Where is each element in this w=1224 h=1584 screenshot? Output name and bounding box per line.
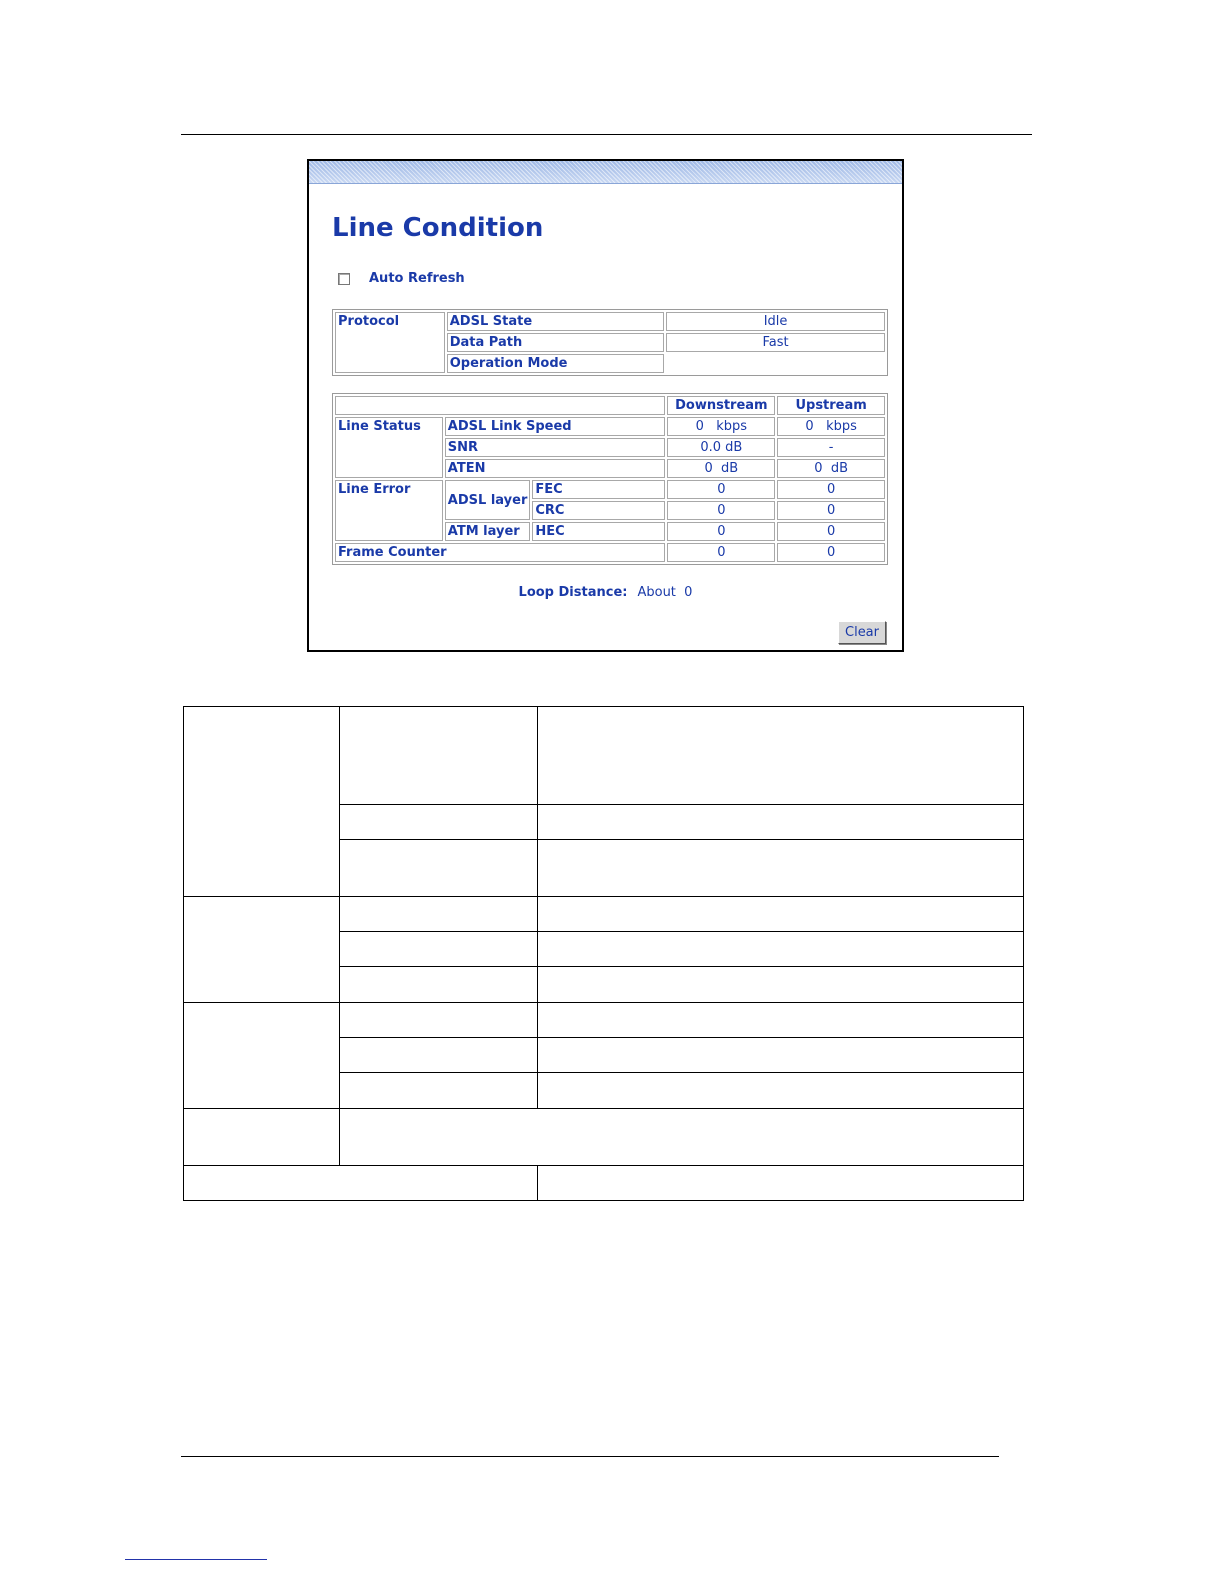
table-cell [538,707,1024,805]
hec-down: 0 [667,522,775,541]
atm-layer-label: ATM layer [445,522,531,541]
line-status-label: Line Status [335,417,443,478]
table-row [335,417,885,436]
table-cell [538,1166,1024,1201]
data-path-value: Fast [666,333,885,352]
fec-label: FEC [532,480,665,499]
table-cell [340,707,538,805]
table-cell [538,840,1024,897]
aten-up: 0 dB [777,459,885,478]
table-row [184,1003,1024,1038]
clear-button[interactable]: Clear [838,621,886,644]
auto-refresh-checkbox[interactable] [338,273,350,285]
footnote-rule [125,1559,267,1560]
auto-refresh-label: Auto Refresh [369,271,465,286]
snr-up: - [777,438,885,457]
operation-mode-label: Operation Mode [447,354,664,373]
table-cell [538,967,1024,1003]
adsl-state-value: Idle [666,312,885,331]
snr-label: SNR [445,438,666,457]
table-cell [538,1073,1024,1109]
frame-counter-label: Frame Counter [335,543,665,562]
table-row [335,480,885,499]
link-speed-down: 0 kbps [667,417,775,436]
adsl-layer-label: ADSL layer [445,480,531,520]
bottom-rule [181,1456,999,1457]
aten-label: ATEN [445,459,666,478]
data-path-label: Data Path [447,333,664,352]
top-rule [181,134,1032,135]
table-cell [340,967,538,1003]
protocol-label: Protocol [335,312,445,373]
crc-down: 0 [667,501,775,520]
frame-counter-down: 0 [667,543,775,562]
table-cell [184,1003,340,1109]
operation-mode-value [666,354,885,373]
adsl-state-label: ADSL State [447,312,664,331]
table-cell [538,1038,1024,1073]
line-error-label: Line Error [335,480,443,541]
table-cell [184,897,340,1003]
table-cell [340,1038,538,1073]
table-cell [340,805,538,840]
table-row [184,707,1024,805]
table-cell [184,1166,538,1201]
table-cell [184,707,340,897]
table-row [184,1109,1024,1166]
hec-up: 0 [777,522,885,541]
table-cell [184,1109,340,1166]
frame-counter-up: 0 [777,543,885,562]
table-row [335,312,885,331]
hec-label: HEC [532,522,665,541]
link-speed-label: ADSL Link Speed [445,417,666,436]
table-cell [340,1109,1024,1166]
table-cell [340,932,538,967]
line-status-table [332,393,888,565]
line-condition-panel [307,159,904,652]
table-cell [538,932,1024,967]
fec-down: 0 [667,480,775,499]
loop-distance [309,585,902,600]
description-table [183,706,1024,1201]
table-header-row [335,396,885,415]
protocol-table [332,309,888,376]
table-row [184,1166,1024,1201]
table-row [184,897,1024,932]
link-speed-up: 0 kbps [777,417,885,436]
downstream-header: Downstream [667,396,775,415]
page-title: Line Condition [332,213,544,243]
table-row [335,543,885,562]
header-blank-cell [335,396,665,415]
upstream-header: Upstream [777,396,885,415]
aten-down: 0 dB [667,459,775,478]
fec-up: 0 [777,480,885,499]
table-cell [340,1003,538,1038]
table-cell [340,897,538,932]
loop-distance-value: About 0 [637,585,693,600]
crc-up: 0 [777,501,885,520]
table-cell [538,897,1024,932]
table-cell [340,1073,538,1109]
loop-distance-label: Loop Distance: [518,585,628,600]
table-cell [538,805,1024,840]
table-cell [538,1003,1024,1038]
crc-label: CRC [532,501,665,520]
header-banner [309,161,902,184]
table-cell [340,840,538,897]
snr-down: 0.0 dB [667,438,775,457]
